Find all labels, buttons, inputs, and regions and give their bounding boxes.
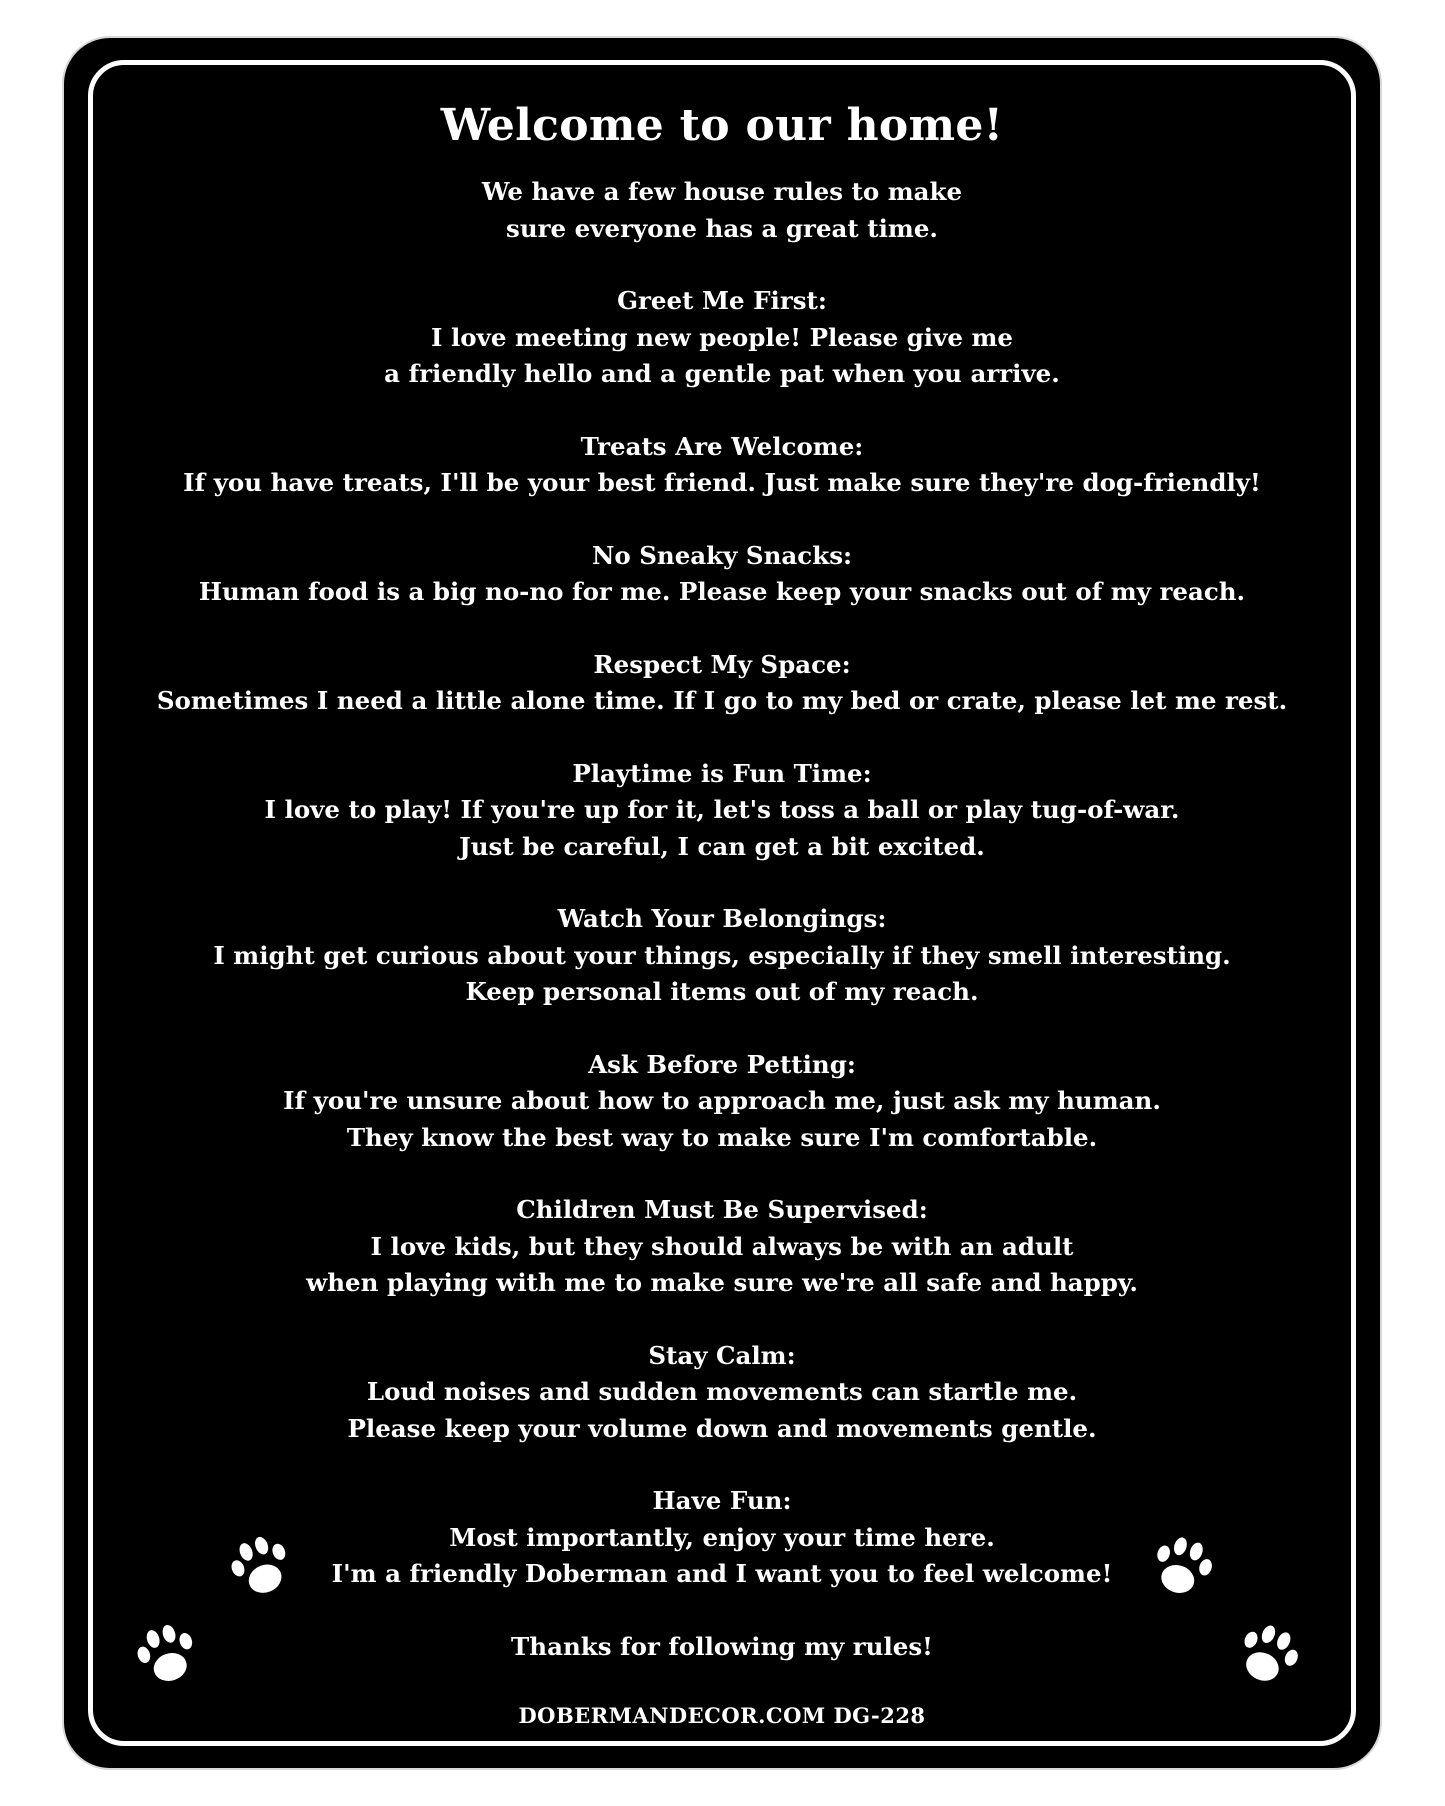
rule-text: Keep personal items out of my reach. <box>465 977 979 1006</box>
rule-text: Loud noises and sudden movements can startle me. <box>366 1377 1078 1406</box>
rule-heading: Playtime is Fun Time: <box>572 758 872 788</box>
rule-heading: Watch Your Belongings: <box>557 904 887 933</box>
rule-watch-your-belongings <box>64 901 1380 1011</box>
sign-content <box>64 96 1380 1731</box>
sign-plaque <box>64 38 1380 1768</box>
rule-heading: Have Fun: <box>652 1486 792 1515</box>
rule-heading: Treats Are Welcome: <box>580 431 864 461</box>
rule-text: If you have treats, I'll be your best friend. Just make sure they're dog-friendly! <box>183 468 1261 497</box>
rule-text: If you're unsure about how to approach me, just ask my human. <box>283 1086 1161 1115</box>
rule-text: when playing with me to make sure we're all safe and happy. <box>306 1268 1138 1297</box>
rule-no-sneaky-snacks <box>64 538 1380 611</box>
rule-text: I love meeting new people! Please give me <box>431 322 1013 352</box>
rule-heading: Greet Me First: <box>617 286 827 315</box>
rule-text: Just be careful, I can get a bit excited. <box>459 831 985 861</box>
rule-heading: No Sneaky Snacks: <box>591 540 853 570</box>
rule-text: Human food is a big no-no for me. Please keep your snacks out of my reach. <box>198 577 1246 606</box>
rule-text: Please keep your volume down and movements gentle. <box>347 1413 1097 1443</box>
rule-text: I love to play! If you're up for it, let's toss a ball or play tug-of-war. <box>264 795 1180 824</box>
rule-ask-before-petting <box>64 1047 1380 1157</box>
rule-heading: Stay Calm: <box>648 1340 796 1370</box>
rule-heading: Respect My Space: <box>593 649 851 679</box>
rule-heading: Children Must Be Supervised: <box>516 1195 928 1224</box>
intro-line: sure everyone has a great time. <box>506 213 938 243</box>
rule-text: I might get curious about your things, especially if they smell interesting. <box>213 940 1231 970</box>
rule-stay-calm <box>64 1338 1380 1448</box>
rule-text: I'm a friendly Doberman and I want you to feel welcome! <box>331 1559 1113 1588</box>
thanks-message: Thanks for following my rules! <box>511 1631 933 1661</box>
rule-playtime-is-fun-time <box>64 756 1380 866</box>
rule-children-must-be-supervised <box>64 1192 1380 1302</box>
sign-title: Welcome to our home! <box>440 100 1004 151</box>
rule-text: Most importantly, enjoy your time here. <box>449 1522 995 1552</box>
rule-greet-me-first <box>64 283 1380 393</box>
intro-line: We have a few house rules to make <box>481 177 963 206</box>
rule-text: I love kids, but they should always be with an adult <box>370 1231 1074 1261</box>
rule-text: Sometimes I need a little alone time. If I go to my bed or crate, please let me rest. <box>156 686 1288 715</box>
rule-heading: Ask Before Petting: <box>588 1049 856 1079</box>
rule-respect-my-space <box>64 647 1380 720</box>
rule-treats-are-welcome <box>64 429 1380 502</box>
rule-text: a friendly hello and a gentle pat when you arrive. <box>384 359 1060 388</box>
rule-text: They know the best way to make sure I'm comfortable. <box>346 1122 1098 1152</box>
footer-website-code: DOBERMANDECOR.COM DG-228 <box>518 1703 926 1728</box>
